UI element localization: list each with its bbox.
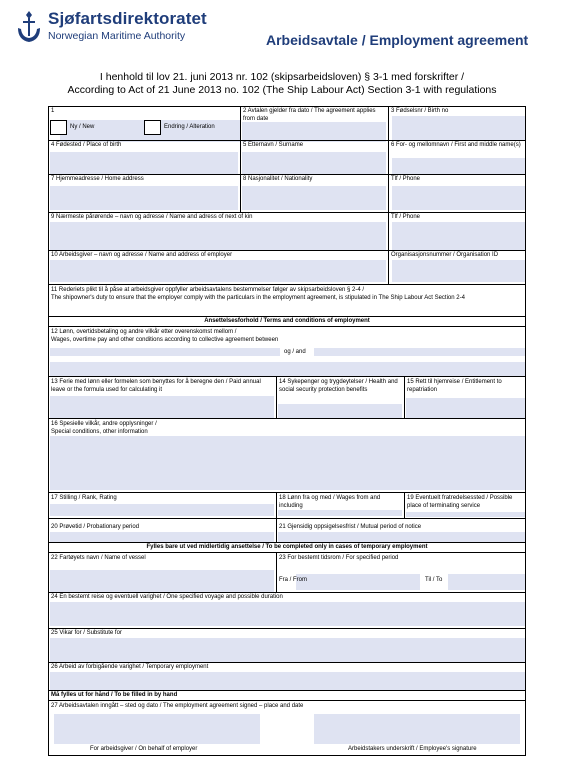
employee-signature-label: Arbeidstakers underskrift / Employee's signature [348, 746, 477, 752]
field-9-label: 9 Nærmeste pårørende – navn og adresse / Name and adress of next of kin [51, 214, 253, 220]
field-23-label: 23 For bestemt tidsrom / For specified period [279, 555, 399, 561]
field-27-label: 27 Arbeidsavtalen inngått – sted og dato / The employment agreement signed – place and date [51, 703, 304, 709]
field-14-input[interactable] [278, 404, 402, 418]
field-10-input[interactable] [50, 260, 386, 282]
field-5-input[interactable] [242, 152, 386, 174]
field-25-input[interactable] [50, 638, 526, 662]
field-6-label: 6 For- og mellomnavn / First and middle name(s) [391, 142, 521, 148]
field-6-input[interactable] [392, 158, 526, 174]
field-11-text-en: The shipowner's duty to ensure that the employer comply with the particulars in the employment agreement, is stipulated in The Ship Labour Act Section 2-4 [51, 295, 465, 301]
field-12-input[interactable] [50, 362, 526, 376]
field-10-label: 10 Arbeidsgiver – navn og adresse / Name and address of employer [51, 252, 233, 258]
temporary-section-header: Fylles bare ut ved midlertidig ansettelse / To be completed only in cases of temporary employment [146, 544, 428, 550]
alteration-label: Endring / Alteration [164, 124, 215, 130]
legal-reference-no: I henhold til lov 21. juni 2013 nr. 102 (skipsarbeidsloven) § 3-1 med forskrifter / [99, 71, 465, 83]
field-3-input[interactable] [392, 116, 526, 140]
phone-1-input[interactable] [392, 186, 526, 210]
divider [48, 755, 526, 756]
legal-reference-en: According to Act of 21 June 2013 no. 102 (The Ship Labour Act) Section 3-1 with regulations [67, 84, 497, 96]
organisation-id-input[interactable] [392, 260, 526, 282]
phone-1-label: Tlf / Phone [391, 176, 421, 182]
field-12-and-label: og / and [284, 349, 306, 355]
new-checkbox[interactable] [50, 120, 67, 135]
field-15-input[interactable] [406, 398, 526, 418]
field-17-input[interactable] [50, 504, 274, 516]
terms-section-header: Ansettelsesforhold / Terms and conditions of employment [204, 318, 370, 324]
field-9-input[interactable] [50, 222, 386, 250]
field-12-party-2-input[interactable] [314, 348, 526, 356]
organisation-id-label: Organisasjonsnummer / Organisation ID [391, 252, 499, 258]
field-7-label: 7 Hjemmeadresse / Home address [51, 176, 144, 182]
field-19-label: 19 Eventuelt fratredelsessted / Possible place of terminating service [407, 495, 513, 509]
field-23-from-input[interactable] [296, 574, 420, 590]
field-11-text-no: 11 Rederiets plikt til å påse at arbeidsgiver oppfyller arbeidsavtalens bestemmelser følger av skipsarbeidsloven § 2-4 / [51, 287, 365, 293]
field-23-from-label: Fra / From [279, 577, 307, 583]
field-26-label: 26 Arbeid av forbigående varighet / Temporary employment [51, 664, 209, 670]
divider [48, 418, 526, 419]
field-3-label: 3 Fødselsnr / Birth no [391, 108, 449, 114]
field-24-label: 24 En bestemt reise og eventuell varighet / One specified voyage and possible duration [51, 594, 283, 600]
field-8-label: 8 Nasjonalitet / Nationality [243, 176, 313, 182]
employer-signature-label: For arbeidsgiver / On behalf of employer [90, 746, 198, 752]
field-14-label: 14 Sykepenger og trygdeytelser / Health and social security protection benefits [279, 379, 398, 393]
field-4-input[interactable] [50, 152, 238, 174]
employment-agreement-form [48, 106, 526, 756]
divider [48, 376, 526, 377]
divider [48, 326, 526, 327]
divider [525, 106, 526, 756]
document-title: Arbeidsavtale / Employment agreement [266, 32, 529, 48]
field-19-input[interactable] [406, 512, 526, 517]
field-24-input[interactable] [50, 602, 526, 626]
field-4-label: 4 Fødested / Place of birth [51, 142, 122, 148]
field-23-to-input[interactable] [448, 574, 526, 590]
field-15-label: 15 Rett til hjemreise / Entitlement to repatriation [407, 379, 502, 393]
field-20-input[interactable] [50, 532, 274, 542]
divider [48, 284, 526, 285]
field-20-label: 20 Prøvetid / Probationary period [51, 524, 140, 530]
hand-section-header: Må fylles ut for hånd / To be filled in by hand [51, 692, 178, 698]
field-1-label: 1 [51, 108, 55, 114]
divider [48, 492, 526, 493]
divider [48, 552, 526, 553]
field-12-label-no: 12 Lønn, overtidsbetaling og andre vilkår etter overenskomst mellom / [51, 329, 237, 335]
field-21-input[interactable] [278, 532, 526, 542]
divider [48, 316, 526, 317]
field-23-to-label: Til / To [425, 577, 443, 583]
employer-signature-box[interactable] [54, 714, 260, 744]
field-16-input[interactable] [50, 436, 526, 490]
field-26-input[interactable] [50, 672, 526, 690]
alteration-checkbox[interactable] [144, 120, 161, 135]
field-12-label-en: Wages, overtime pay and other conditions according to collective agreement between [51, 337, 279, 343]
divider [48, 542, 526, 543]
field-7-input[interactable] [50, 186, 238, 210]
field-8-input[interactable] [242, 186, 386, 210]
phone-2-label: Tlf / Phone [391, 214, 421, 220]
divider [48, 518, 526, 519]
field-12-party-1-input[interactable] [50, 348, 280, 356]
field-5-label: 5 Etternavn / Surname [243, 142, 304, 148]
phone-2-input[interactable] [392, 222, 526, 250]
field-22-label: 22 Fartøyets navn / Name of vessel [51, 555, 146, 561]
field-17-label: 17 Stilling / Rank, Rating [51, 495, 117, 501]
employee-signature-box[interactable] [314, 714, 520, 744]
field-2-input[interactable] [242, 122, 386, 142]
field-13-input[interactable] [50, 396, 274, 418]
norwegian-maritime-authority-logo-icon [14, 10, 44, 44]
field-21-label: 21 Gjensidig oppsigelsesfrist / Mutual period of notice [279, 524, 422, 530]
field-25-label: 25 Vikar for / Substitute for [51, 630, 122, 636]
field-22-input[interactable] [50, 570, 274, 592]
org-name: Sjøfartsdirektoratet [48, 9, 207, 28]
field-16-label-en: Special conditions, other information [51, 429, 148, 435]
field-16-label-no: 16 Spesielle vilkår, andre opplysninger / [51, 421, 157, 427]
field-18-label: 18 Lønn fra og med / Wages from and including [279, 495, 381, 509]
org-subtitle: Norwegian Maritime Authority [48, 30, 186, 42]
new-label: Ny / New [70, 124, 95, 130]
field-2-label: 2 Avtalen gjelder fra dato / The agreement applies from date [243, 108, 376, 122]
field-13-label: 13 Ferie med lønn eller formelen som benyttes for å beregne den / Paid annual leave or the formula used for calculating it [51, 379, 261, 393]
